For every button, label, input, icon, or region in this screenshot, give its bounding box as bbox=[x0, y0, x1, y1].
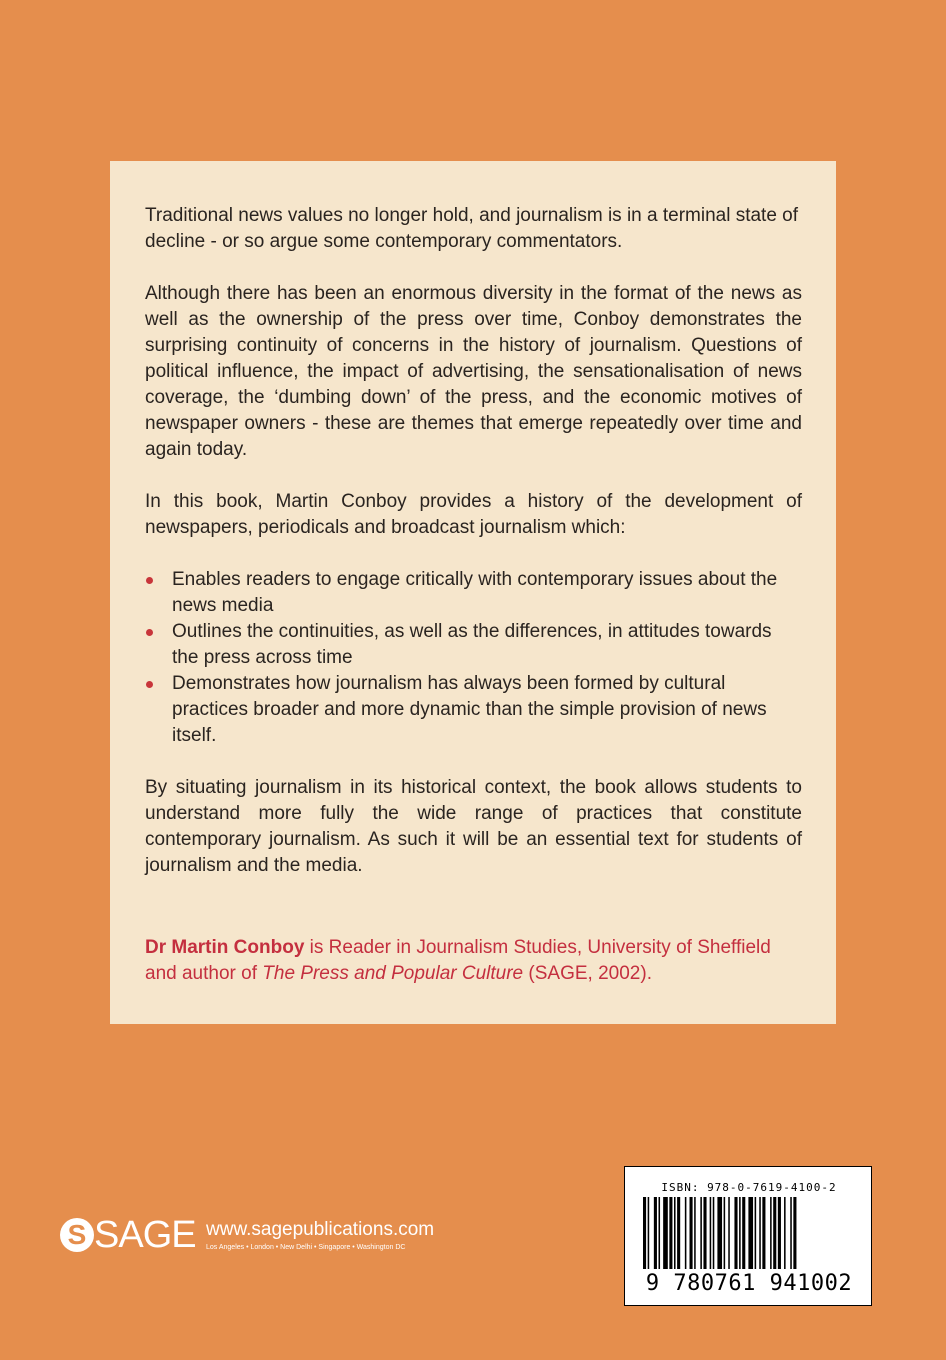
barcode-bar bbox=[654, 1197, 657, 1269]
publisher-url[interactable]: www.sagepublications.com bbox=[206, 1219, 435, 1240]
barcode-bars bbox=[639, 1197, 859, 1271]
barcode-bar bbox=[643, 1197, 646, 1269]
sage-s-icon: S bbox=[60, 1218, 94, 1252]
conclusion-paragraph: By situating journalism in its historical context, the book allows students to understand more fully the wide range of practices that constitute contemporary journalism. As such it will be an essential text for students of journalism and the media. bbox=[145, 777, 802, 876]
barcode-bar bbox=[669, 1197, 672, 1269]
list-item: Outlines the continuities, as well as the differences, in attitudes towards the press across time bbox=[145, 619, 802, 671]
barcode-bar bbox=[713, 1197, 715, 1269]
isbn-label: ISBN: 978-0-7619-4100-2 bbox=[661, 1181, 837, 1194]
barcode-bar bbox=[778, 1197, 781, 1269]
barcode-bar bbox=[690, 1197, 693, 1269]
author-bio: Dr Martin Conboy is Reader in Journalism Studies, University of Sheffield and author of The Press and Popular Culture (SAGE, 2002). bbox=[145, 937, 771, 984]
barcode-bar bbox=[674, 1197, 676, 1269]
publisher-name: SAGE bbox=[94, 1214, 196, 1256]
barcode-digits: 9 780761 941002 bbox=[645, 1271, 853, 1296]
barcode-bar bbox=[648, 1197, 650, 1269]
barcode-bar bbox=[700, 1197, 702, 1269]
barcode-bar bbox=[759, 1197, 761, 1269]
barcode-bar bbox=[762, 1197, 765, 1269]
barcode-bar bbox=[694, 1197, 696, 1269]
barcode-bar bbox=[659, 1197, 661, 1269]
author-name: Dr Martin Conboy bbox=[145, 937, 305, 958]
barcode-bar bbox=[663, 1197, 668, 1269]
barcode-bar bbox=[773, 1197, 776, 1269]
barcode-bar bbox=[793, 1197, 796, 1269]
blurb-panel bbox=[110, 161, 836, 1024]
author-book-title: The Press and Popular Culture bbox=[262, 963, 524, 984]
intro-paragraph: Traditional news values no longer hold, and journalism is in a terminal state of decline - or so argue some contemporary commentators. bbox=[145, 205, 799, 252]
barcode-bar bbox=[742, 1197, 745, 1269]
barcode-bar bbox=[685, 1197, 687, 1269]
list-item: Demonstrates how journalism has always been formed by cultural practices broader and more dynamic than the simple provision of news itself. bbox=[145, 671, 802, 749]
barcode-bar bbox=[677, 1197, 680, 1269]
barcode-bar bbox=[739, 1197, 741, 1269]
bullet-icon bbox=[146, 681, 153, 688]
barcode-bar bbox=[734, 1197, 737, 1269]
barcode-bar bbox=[728, 1197, 730, 1269]
body-paragraph: Although there has been an enormous diversity in the format of the news as well as the ownership of the press over time, Conboy demonstrates the surprising continuity of concerns in the history of journalism. Questions of political influence, the impact of advertising, the sensationalisation of news coverage, the ‘dumbing down’ of the press, and the economic motives of newspaper owners - these are themes that emerge repeatedly over time and again today. bbox=[145, 283, 802, 460]
publisher-logo bbox=[60, 1210, 490, 1270]
bullet-icon bbox=[146, 577, 153, 584]
barcode-bar bbox=[790, 1197, 792, 1269]
lead-in-paragraph: In this book, Martin Conboy provides a history of the development of newspapers, periodicals and broadcast journalism which: bbox=[145, 491, 802, 538]
barcode-bar bbox=[703, 1197, 706, 1269]
barcode-box bbox=[624, 1166, 872, 1306]
barcode-bar bbox=[784, 1197, 786, 1269]
barcode-bar bbox=[724, 1197, 726, 1269]
barcode-bar bbox=[717, 1197, 722, 1269]
barcode-bar bbox=[770, 1197, 772, 1269]
publisher-cities: Los Angeles • London • New Delhi • Singapore • Washington DC bbox=[206, 1244, 406, 1251]
barcode-bar bbox=[710, 1197, 712, 1269]
bullet-icon bbox=[146, 629, 153, 636]
feature-list bbox=[145, 567, 802, 749]
barcode-bar bbox=[755, 1197, 757, 1269]
list-item: Enables readers to engage critically with contemporary issues about the news media bbox=[145, 567, 802, 619]
barcode-bar bbox=[748, 1197, 753, 1269]
